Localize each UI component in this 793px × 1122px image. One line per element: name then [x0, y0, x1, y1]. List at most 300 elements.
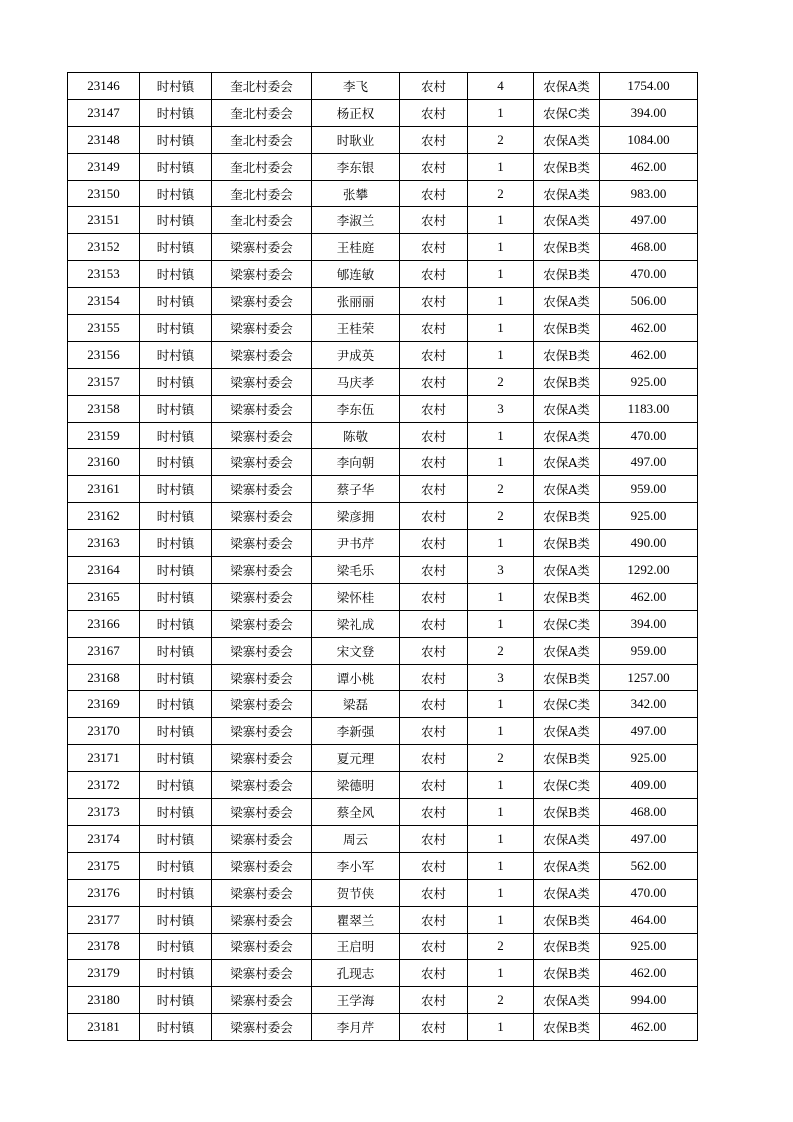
village-committee-cell: 梁寨村委会	[212, 933, 312, 960]
amount-cell: 394.00	[600, 99, 698, 126]
household-size-cell: 1	[468, 449, 534, 476]
record-id-cell: 23169	[68, 691, 140, 718]
insurance-class-cell: 农保A类	[534, 879, 600, 906]
table-row	[68, 503, 698, 530]
table-row	[68, 234, 698, 261]
insurance-class-cell: 农保B类	[534, 906, 600, 933]
table-row	[68, 530, 698, 557]
household-size-cell: 1	[468, 583, 534, 610]
name-cell: 尹成英	[312, 341, 400, 368]
town-cell: 时村镇	[140, 395, 212, 422]
record-id-cell: 23165	[68, 583, 140, 610]
table-row	[68, 261, 698, 288]
area-type-cell: 农村	[400, 933, 468, 960]
amount-cell: 462.00	[600, 1014, 698, 1041]
household-size-cell: 1	[468, 906, 534, 933]
insurance-class-cell: 农保C类	[534, 772, 600, 799]
village-committee-cell: 梁寨村委会	[212, 234, 312, 261]
village-committee-cell: 梁寨村委会	[212, 987, 312, 1014]
town-cell: 时村镇	[140, 610, 212, 637]
amount-cell: 394.00	[600, 610, 698, 637]
area-type-cell: 农村	[400, 530, 468, 557]
insurance-class-cell: 农保B类	[534, 1014, 600, 1041]
name-cell: 李向朝	[312, 449, 400, 476]
insurance-class-cell: 农保A类	[534, 288, 600, 315]
insurance-class-cell: 农保C类	[534, 610, 600, 637]
table-row	[68, 987, 698, 1014]
area-type-cell: 农村	[400, 610, 468, 637]
record-id-cell: 23166	[68, 610, 140, 637]
village-committee-cell: 梁寨村委会	[212, 583, 312, 610]
town-cell: 时村镇	[140, 664, 212, 691]
town-cell: 时村镇	[140, 852, 212, 879]
area-type-cell: 农村	[400, 503, 468, 530]
name-cell: 王启明	[312, 933, 400, 960]
name-cell: 宋文登	[312, 637, 400, 664]
household-size-cell: 1	[468, 99, 534, 126]
table-body	[68, 73, 698, 1041]
insurance-class-cell: 农保B类	[534, 583, 600, 610]
record-id-cell: 23156	[68, 341, 140, 368]
table-row	[68, 583, 698, 610]
insurance-class-cell: 农保A类	[534, 476, 600, 503]
village-committee-cell: 奎北村委会	[212, 207, 312, 234]
area-type-cell: 农村	[400, 637, 468, 664]
record-id-cell: 23171	[68, 745, 140, 772]
amount-cell: 925.00	[600, 933, 698, 960]
household-size-cell: 1	[468, 718, 534, 745]
household-size-cell: 3	[468, 557, 534, 584]
amount-cell: 497.00	[600, 825, 698, 852]
insurance-class-cell: 农保A类	[534, 395, 600, 422]
town-cell: 时村镇	[140, 772, 212, 799]
village-committee-cell: 梁寨村委会	[212, 799, 312, 826]
record-id-cell: 23176	[68, 879, 140, 906]
insurance-class-cell: 农保B类	[534, 933, 600, 960]
household-size-cell: 2	[468, 933, 534, 960]
village-committee-cell: 梁寨村委会	[212, 341, 312, 368]
village-committee-cell: 梁寨村委会	[212, 745, 312, 772]
name-cell: 李东伍	[312, 395, 400, 422]
area-type-cell: 农村	[400, 799, 468, 826]
amount-cell: 925.00	[600, 745, 698, 772]
name-cell: 夏元理	[312, 745, 400, 772]
table-row	[68, 960, 698, 987]
town-cell: 时村镇	[140, 1014, 212, 1041]
area-type-cell: 农村	[400, 449, 468, 476]
town-cell: 时村镇	[140, 718, 212, 745]
table-row	[68, 180, 698, 207]
village-committee-cell: 奎北村委会	[212, 153, 312, 180]
village-committee-cell: 梁寨村委会	[212, 664, 312, 691]
town-cell: 时村镇	[140, 530, 212, 557]
name-cell: 谭小桃	[312, 664, 400, 691]
record-id-cell: 23162	[68, 503, 140, 530]
village-committee-cell: 梁寨村委会	[212, 610, 312, 637]
table-row	[68, 637, 698, 664]
insurance-class-cell: 农保B类	[534, 261, 600, 288]
amount-cell: 925.00	[600, 368, 698, 395]
record-id-cell: 23150	[68, 180, 140, 207]
village-committee-cell: 奎北村委会	[212, 73, 312, 100]
town-cell: 时村镇	[140, 99, 212, 126]
household-size-cell: 2	[468, 745, 534, 772]
table-row	[68, 718, 698, 745]
household-size-cell: 1	[468, 261, 534, 288]
name-cell: 李东银	[312, 153, 400, 180]
village-committee-cell: 梁寨村委会	[212, 691, 312, 718]
household-size-cell: 1	[468, 315, 534, 342]
household-size-cell: 1	[468, 341, 534, 368]
town-cell: 时村镇	[140, 288, 212, 315]
insurance-class-cell: 农保A类	[534, 449, 600, 476]
record-id-cell: 23172	[68, 772, 140, 799]
area-type-cell: 农村	[400, 234, 468, 261]
village-committee-cell: 梁寨村委会	[212, 476, 312, 503]
record-id-cell: 23151	[68, 207, 140, 234]
area-type-cell: 农村	[400, 153, 468, 180]
record-id-cell: 23159	[68, 422, 140, 449]
area-type-cell: 农村	[400, 476, 468, 503]
village-committee-cell: 梁寨村委会	[212, 1014, 312, 1041]
table-row	[68, 1014, 698, 1041]
name-cell: 时耿业	[312, 126, 400, 153]
amount-cell: 470.00	[600, 261, 698, 288]
name-cell: 梁磊	[312, 691, 400, 718]
village-committee-cell: 梁寨村委会	[212, 315, 312, 342]
record-id-cell: 23174	[68, 825, 140, 852]
amount-cell: 497.00	[600, 449, 698, 476]
amount-cell: 462.00	[600, 315, 698, 342]
household-size-cell: 1	[468, 153, 534, 180]
village-committee-cell: 奎北村委会	[212, 180, 312, 207]
amount-cell: 470.00	[600, 879, 698, 906]
record-id-cell: 23153	[68, 261, 140, 288]
amount-cell: 959.00	[600, 637, 698, 664]
town-cell: 时村镇	[140, 207, 212, 234]
area-type-cell: 农村	[400, 207, 468, 234]
insurance-class-cell: 农保B类	[534, 315, 600, 342]
area-type-cell: 农村	[400, 422, 468, 449]
name-cell: 郇连敏	[312, 261, 400, 288]
town-cell: 时村镇	[140, 153, 212, 180]
amount-cell: 490.00	[600, 530, 698, 557]
village-committee-cell: 奎北村委会	[212, 99, 312, 126]
insurance-class-cell: 农保A类	[534, 557, 600, 584]
name-cell: 梁怀桂	[312, 583, 400, 610]
amount-cell: 925.00	[600, 503, 698, 530]
record-id-cell: 23161	[68, 476, 140, 503]
table-row	[68, 449, 698, 476]
village-committee-cell: 梁寨村委会	[212, 852, 312, 879]
table-row	[68, 906, 698, 933]
table-row	[68, 126, 698, 153]
village-committee-cell: 梁寨村委会	[212, 395, 312, 422]
amount-cell: 1183.00	[600, 395, 698, 422]
town-cell: 时村镇	[140, 180, 212, 207]
record-id-cell: 23178	[68, 933, 140, 960]
village-committee-cell: 梁寨村委会	[212, 637, 312, 664]
insurance-class-cell: 农保B类	[534, 341, 600, 368]
name-cell: 李月芹	[312, 1014, 400, 1041]
amount-cell: 959.00	[600, 476, 698, 503]
record-id-cell: 23157	[68, 368, 140, 395]
insurance-class-cell: 农保C类	[534, 99, 600, 126]
household-size-cell: 2	[468, 126, 534, 153]
name-cell: 张攀	[312, 180, 400, 207]
name-cell: 李飞	[312, 73, 400, 100]
household-size-cell: 1	[468, 1014, 534, 1041]
town-cell: 时村镇	[140, 691, 212, 718]
record-id-cell: 23167	[68, 637, 140, 664]
benefit-table	[67, 72, 698, 1041]
town-cell: 时村镇	[140, 745, 212, 772]
record-id-cell: 23181	[68, 1014, 140, 1041]
record-id-cell: 23163	[68, 530, 140, 557]
name-cell: 梁礼成	[312, 610, 400, 637]
insurance-class-cell: 农保A类	[534, 825, 600, 852]
area-type-cell: 农村	[400, 879, 468, 906]
insurance-class-cell: 农保C类	[534, 691, 600, 718]
town-cell: 时村镇	[140, 368, 212, 395]
name-cell: 贺节侠	[312, 879, 400, 906]
amount-cell: 462.00	[600, 153, 698, 180]
household-size-cell: 1	[468, 772, 534, 799]
amount-cell: 462.00	[600, 960, 698, 987]
area-type-cell: 农村	[400, 315, 468, 342]
insurance-class-cell: 农保B类	[534, 664, 600, 691]
name-cell: 孔现志	[312, 960, 400, 987]
table-row	[68, 476, 698, 503]
name-cell: 李淑兰	[312, 207, 400, 234]
household-size-cell: 1	[468, 799, 534, 826]
household-size-cell: 1	[468, 852, 534, 879]
village-committee-cell: 梁寨村委会	[212, 261, 312, 288]
name-cell: 马庆孝	[312, 368, 400, 395]
area-type-cell: 农村	[400, 906, 468, 933]
area-type-cell: 农村	[400, 341, 468, 368]
table-row	[68, 341, 698, 368]
village-committee-cell: 奎北村委会	[212, 126, 312, 153]
household-size-cell: 2	[468, 180, 534, 207]
area-type-cell: 农村	[400, 960, 468, 987]
record-id-cell: 23148	[68, 126, 140, 153]
household-size-cell: 1	[468, 288, 534, 315]
town-cell: 时村镇	[140, 879, 212, 906]
town-cell: 时村镇	[140, 234, 212, 261]
table-row	[68, 772, 698, 799]
amount-cell: 1292.00	[600, 557, 698, 584]
amount-cell: 462.00	[600, 341, 698, 368]
table-row	[68, 852, 698, 879]
household-size-cell: 3	[468, 664, 534, 691]
household-size-cell: 1	[468, 960, 534, 987]
insurance-class-cell: 农保A类	[534, 987, 600, 1014]
town-cell: 时村镇	[140, 583, 212, 610]
area-type-cell: 农村	[400, 664, 468, 691]
household-size-cell: 3	[468, 395, 534, 422]
name-cell: 陈敬	[312, 422, 400, 449]
amount-cell: 464.00	[600, 906, 698, 933]
amount-cell: 1754.00	[600, 73, 698, 100]
town-cell: 时村镇	[140, 126, 212, 153]
name-cell: 李小军	[312, 852, 400, 879]
area-type-cell: 农村	[400, 691, 468, 718]
amount-cell: 994.00	[600, 987, 698, 1014]
village-committee-cell: 梁寨村委会	[212, 530, 312, 557]
village-committee-cell: 梁寨村委会	[212, 772, 312, 799]
record-id-cell: 23164	[68, 557, 140, 584]
town-cell: 时村镇	[140, 503, 212, 530]
insurance-class-cell: 农保A类	[534, 73, 600, 100]
table-row	[68, 825, 698, 852]
table-row	[68, 933, 698, 960]
village-committee-cell: 梁寨村委会	[212, 825, 312, 852]
area-type-cell: 农村	[400, 99, 468, 126]
table-row	[68, 395, 698, 422]
table-row	[68, 207, 698, 234]
town-cell: 时村镇	[140, 637, 212, 664]
area-type-cell: 农村	[400, 1014, 468, 1041]
village-committee-cell: 梁寨村委会	[212, 906, 312, 933]
record-id-cell: 23147	[68, 99, 140, 126]
village-committee-cell: 梁寨村委会	[212, 288, 312, 315]
town-cell: 时村镇	[140, 557, 212, 584]
table-row	[68, 557, 698, 584]
town-cell: 时村镇	[140, 341, 212, 368]
amount-cell: 342.00	[600, 691, 698, 718]
name-cell: 梁毛乐	[312, 557, 400, 584]
town-cell: 时村镇	[140, 261, 212, 288]
record-id-cell: 23170	[68, 718, 140, 745]
name-cell: 王学海	[312, 987, 400, 1014]
household-size-cell: 1	[468, 879, 534, 906]
area-type-cell: 农村	[400, 583, 468, 610]
record-id-cell: 23175	[68, 852, 140, 879]
table-row	[68, 664, 698, 691]
insurance-class-cell: 农保A类	[534, 718, 600, 745]
area-type-cell: 农村	[400, 261, 468, 288]
name-cell: 王桂荣	[312, 315, 400, 342]
table-row	[68, 610, 698, 637]
village-committee-cell: 梁寨村委会	[212, 368, 312, 395]
area-type-cell: 农村	[400, 987, 468, 1014]
area-type-cell: 农村	[400, 288, 468, 315]
area-type-cell: 农村	[400, 852, 468, 879]
record-id-cell: 23154	[68, 288, 140, 315]
table-row	[68, 315, 698, 342]
amount-cell: 409.00	[600, 772, 698, 799]
table-row	[68, 745, 698, 772]
name-cell: 蔡全风	[312, 799, 400, 826]
household-size-cell: 1	[468, 691, 534, 718]
record-id-cell: 23149	[68, 153, 140, 180]
village-committee-cell: 梁寨村委会	[212, 960, 312, 987]
village-committee-cell: 梁寨村委会	[212, 879, 312, 906]
insurance-class-cell: 农保B类	[534, 234, 600, 261]
insurance-class-cell: 农保A类	[534, 126, 600, 153]
insurance-class-cell: 农保B类	[534, 503, 600, 530]
name-cell: 梁彦拥	[312, 503, 400, 530]
name-cell: 李新强	[312, 718, 400, 745]
table-row	[68, 153, 698, 180]
village-committee-cell: 梁寨村委会	[212, 449, 312, 476]
amount-cell: 562.00	[600, 852, 698, 879]
table-row	[68, 879, 698, 906]
town-cell: 时村镇	[140, 476, 212, 503]
household-size-cell: 1	[468, 234, 534, 261]
household-size-cell: 1	[468, 422, 534, 449]
name-cell: 梁德明	[312, 772, 400, 799]
household-size-cell: 4	[468, 73, 534, 100]
area-type-cell: 农村	[400, 126, 468, 153]
benefit-table-container	[67, 72, 698, 1041]
insurance-class-cell: 农保A类	[534, 207, 600, 234]
record-id-cell: 23160	[68, 449, 140, 476]
amount-cell: 983.00	[600, 180, 698, 207]
insurance-class-cell: 农保B类	[534, 960, 600, 987]
area-type-cell: 农村	[400, 825, 468, 852]
table-row	[68, 99, 698, 126]
area-type-cell: 农村	[400, 745, 468, 772]
household-size-cell: 2	[468, 503, 534, 530]
amount-cell: 470.00	[600, 422, 698, 449]
table-row	[68, 799, 698, 826]
household-size-cell: 2	[468, 476, 534, 503]
household-size-cell: 2	[468, 987, 534, 1014]
household-size-cell: 1	[468, 825, 534, 852]
town-cell: 时村镇	[140, 315, 212, 342]
village-committee-cell: 梁寨村委会	[212, 557, 312, 584]
record-id-cell: 23179	[68, 960, 140, 987]
table-row	[68, 422, 698, 449]
name-cell: 蔡子华	[312, 476, 400, 503]
town-cell: 时村镇	[140, 987, 212, 1014]
village-committee-cell: 梁寨村委会	[212, 422, 312, 449]
amount-cell: 1084.00	[600, 126, 698, 153]
insurance-class-cell: 农保B类	[534, 368, 600, 395]
town-cell: 时村镇	[140, 825, 212, 852]
amount-cell: 506.00	[600, 288, 698, 315]
area-type-cell: 农村	[400, 73, 468, 100]
record-id-cell: 23146	[68, 73, 140, 100]
name-cell: 张丽丽	[312, 288, 400, 315]
area-type-cell: 农村	[400, 772, 468, 799]
town-cell: 时村镇	[140, 933, 212, 960]
insurance-class-cell: 农保B类	[534, 153, 600, 180]
amount-cell: 1257.00	[600, 664, 698, 691]
area-type-cell: 农村	[400, 718, 468, 745]
table-row	[68, 73, 698, 100]
insurance-class-cell: 农保B类	[534, 799, 600, 826]
area-type-cell: 农村	[400, 180, 468, 207]
record-id-cell: 23158	[68, 395, 140, 422]
town-cell: 时村镇	[140, 799, 212, 826]
insurance-class-cell: 农保A类	[534, 180, 600, 207]
table-row	[68, 288, 698, 315]
insurance-class-cell: 农保B类	[534, 745, 600, 772]
insurance-class-cell: 农保B类	[534, 530, 600, 557]
record-id-cell: 23168	[68, 664, 140, 691]
amount-cell: 497.00	[600, 207, 698, 234]
town-cell: 时村镇	[140, 422, 212, 449]
town-cell: 时村镇	[140, 73, 212, 100]
area-type-cell: 农村	[400, 368, 468, 395]
household-size-cell: 2	[468, 368, 534, 395]
amount-cell: 468.00	[600, 234, 698, 261]
record-id-cell: 23180	[68, 987, 140, 1014]
town-cell: 时村镇	[140, 449, 212, 476]
